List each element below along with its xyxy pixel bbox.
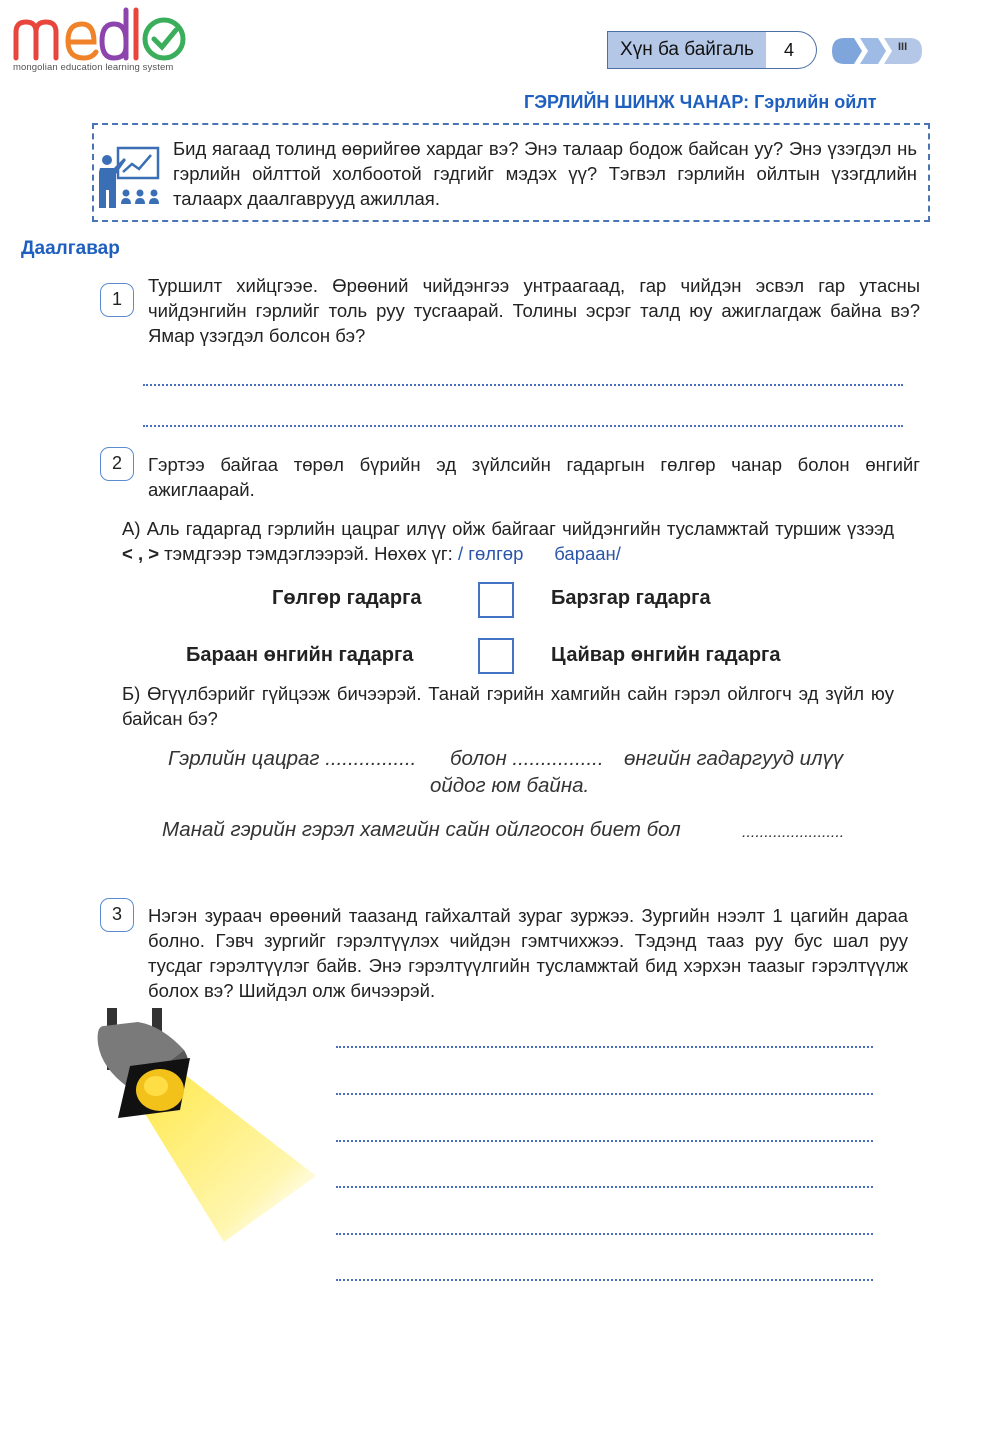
answer-line-3[interactable] bbox=[336, 1046, 873, 1048]
task-2-part-b: Б) Өгүүлбэрийг гүйцээж бичээрэй. Танай гэрийн хамгийн сайн гэрэл ойлгогч эд зүйл юу байсан бэ? bbox=[122, 683, 894, 729]
answer-line-5[interactable] bbox=[336, 1140, 873, 1142]
answer-line-1[interactable] bbox=[143, 384, 903, 386]
tasks-heading: Даалгавар bbox=[21, 238, 120, 259]
intro-text: Бид яагаад толинд өөрийгөө хардаг вэ? Энэ талаар бодож байсан уу? Энэ үзэгдэл нь гэрлийн ойлттой холбоотой гэдгийг мэдэх үү? Тэгвэл гэрлийн ойлтын үзэгдлийн талаарх даалгаврууд ажиллая. bbox=[173, 138, 917, 209]
answer-line-6[interactable] bbox=[336, 1186, 873, 1188]
section-title: ГЭРЛИЙН ШИНЖ ЧАНАР: Гэрлийн ойлт bbox=[524, 92, 877, 112]
task-3-text: Нэгэн зураач өрөөний таазанд гайхалтай зураг зуржээ. Зургийн нээлт 1 цагийн дараа болно. Гэвч зургийг гэрэлтүүлэх чийдэн гэмтчихжээ. Тэдэнд тааз руу бус шал руу тусдаг гэрэлтүүлэг байв. Энэ гэрэлтүүлгийн тусламжтай бид хэрхэн таазыг гэрэлтүүлж болох вэ? Шийдэл олж бичээрэй. bbox=[148, 905, 908, 1001]
task-2-number: 2 bbox=[100, 447, 134, 481]
answer-line-4[interactable] bbox=[336, 1093, 873, 1095]
part-a-text-2: тэмдгээр тэмдэглээрэй. Нөхөх үг: bbox=[164, 543, 453, 564]
task-1-number: 1 bbox=[100, 283, 134, 317]
answer-line-2[interactable] bbox=[143, 425, 903, 427]
compare-right-2: Цайвар өнгийн гадарга bbox=[551, 644, 781, 666]
compare-left-2: Бараан өнгийн гадарга bbox=[186, 644, 414, 666]
fill-words: / гөлгөр бараан/ bbox=[457, 543, 621, 564]
grade-number: 4 bbox=[766, 31, 817, 69]
sentence-1-part-a: Гэрлийн цацраг ................ bbox=[168, 747, 417, 770]
sentence-2-blank[interactable]: ....................... bbox=[742, 824, 845, 841]
task-3-number: 3 bbox=[100, 898, 134, 932]
task-2-part-a bbox=[122, 516, 894, 566]
sentence-2: Манай гэрийн гэрэл хамгийн сайн ойлгосон биет бол bbox=[162, 818, 681, 841]
step-arrows-icon bbox=[830, 36, 925, 66]
sentence-1-part-d: ойдог юм байна. bbox=[430, 774, 590, 797]
teacher-presentation-icon bbox=[96, 146, 162, 210]
compare-left-1: Гөлгөр гадарга bbox=[272, 587, 422, 609]
compare-box-1[interactable] bbox=[478, 582, 514, 618]
step-label: III bbox=[898, 41, 908, 53]
logo-subtitle: mongolian education learning system bbox=[13, 62, 174, 73]
part-a-text: А) Аль гадаргад гэрлийн цацраг илүү ойж байгааг чийдэнгийн тусламжтай туршиж үзээд bbox=[122, 518, 894, 539]
task-1-text: Туршилт хийцгээе. Өрөөний чийдэнгээ унтраагаад, гар чийдэн эсвэл гар утасны чийдэнгийн гэрлийг толь руу тусгаарай. Толины эсрэг талд юу ажиглагдаж байна вэ? Ямар үзэгдэл болсон бэ? bbox=[148, 275, 920, 346]
sentence-1-part-b: болон ................ bbox=[450, 747, 604, 770]
answer-line-7[interactable] bbox=[336, 1233, 873, 1235]
medle-logo-icon bbox=[12, 6, 187, 66]
spotlight-icon bbox=[94, 1006, 320, 1246]
subject-name: Хүн ба байгаль bbox=[607, 31, 767, 69]
compare-right-1: Барзгар гадарга bbox=[551, 587, 711, 609]
step-indicator bbox=[830, 36, 925, 66]
subject-badge bbox=[607, 31, 817, 69]
sentence-1-part-c: өнгийн гадаргууд илүү bbox=[624, 747, 844, 770]
answer-line-8[interactable] bbox=[336, 1279, 873, 1281]
compare-box-2[interactable] bbox=[478, 638, 514, 674]
comparison-symbols: < , > bbox=[122, 543, 160, 564]
task-2-text: Гэртээ байгаа төрөл бүрийн эд зүйлсийн гадаргын гөлгөр чанар болон өнгийг ажиглаарай. bbox=[148, 454, 920, 500]
